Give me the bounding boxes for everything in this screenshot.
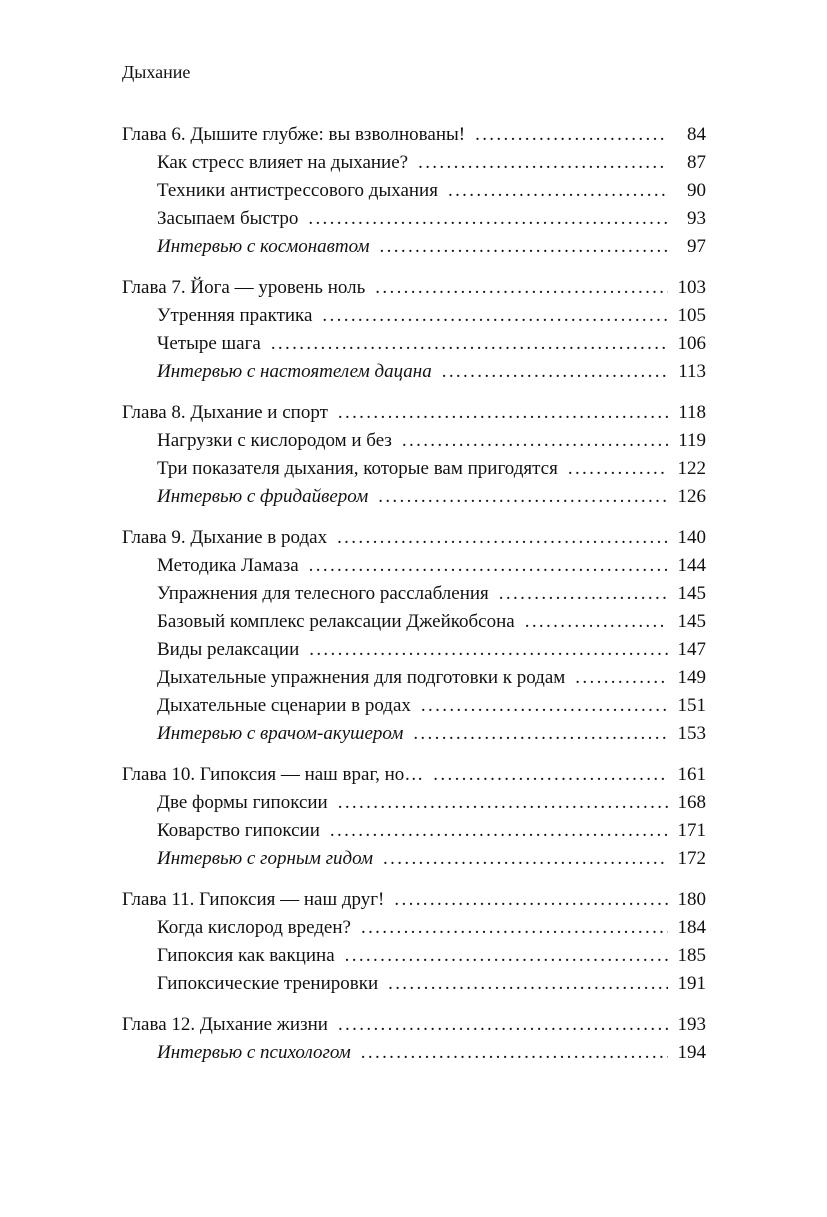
section-entry-title: Четыре шага [157,333,261,354]
dot-leader [375,274,668,302]
section-entry[interactable] [122,358,706,386]
section-entry[interactable] [122,914,706,942]
section-entry[interactable] [122,330,706,358]
dot-leader [338,399,668,427]
dot-leader [394,886,668,914]
dot-leader [345,942,668,970]
section-entry-page-number: 122 [677,458,706,479]
section-entry-title: Как стресс влияет на дыхание? [157,152,409,173]
section-entry[interactable] [122,692,706,720]
dot-leader [418,149,668,177]
chapter-entry-title: Глава 10. Гипоксия — наш враг, но… [122,764,424,785]
section-entry-page-number: 144 [677,555,706,576]
section-entry[interactable] [122,483,706,511]
section-entry-page-number: 172 [677,848,706,869]
dot-leader [388,970,668,998]
section-entry-page-number: 147 [677,639,706,660]
dot-leader [433,761,668,789]
section-entry-page-number: 168 [677,792,706,813]
section-entry-page-number: 90 [687,180,706,201]
dot-leader [309,552,668,580]
chapter-entry-page-number: 140 [677,527,706,548]
section-entry[interactable] [122,302,706,330]
section-entry[interactable] [122,1039,706,1067]
chapter-block [122,121,706,261]
section-entry[interactable] [122,233,706,261]
section-entry-title: Интервью с космонавтом [157,236,370,257]
dot-leader [338,1011,668,1039]
section-entry[interactable] [122,205,706,233]
section-entry-title: Интервью с психологом [157,1042,351,1063]
chapter-block [122,399,706,511]
section-entry-title: Гипоксия как вакцина [157,945,335,966]
section-entry-page-number: 149 [677,667,706,688]
section-entry[interactable] [122,455,706,483]
dot-leader [337,524,668,552]
dot-leader [568,455,668,483]
table-of-contents [122,121,706,1080]
section-entry-page-number: 105 [677,305,706,326]
dot-leader [448,177,668,205]
chapter-block [122,1011,706,1067]
section-entry-title: Упражнения для телесного расслабления [157,583,489,604]
section-entry[interactable] [122,845,706,873]
dot-leader [271,330,668,358]
section-entry-page-number: 106 [677,333,706,354]
section-entry-page-number: 119 [678,430,706,451]
section-entry-page-number: 191 [677,973,706,994]
chapter-entry-page-number: 118 [678,402,706,423]
section-entry-title: Методика Ламаза [157,555,299,576]
section-entry-page-number: 87 [687,152,706,173]
section-entry-title: Засыпаем быстро [157,208,299,229]
section-entry[interactable] [122,177,706,205]
section-entry-title: Интервью с врачом-акушером [157,723,404,744]
section-entry-page-number: 194 [677,1042,706,1063]
section-entry-title: Когда кислород вреден? [157,917,351,938]
section-entry[interactable] [122,817,706,845]
section-entry[interactable] [122,149,706,177]
chapter-block [122,274,706,386]
section-entry-title: Интервью с горным гидом [157,848,374,869]
chapter-entry[interactable] [122,399,706,427]
dot-leader [338,789,668,817]
section-entry-title: Интервью с настоятелем дацана [157,361,432,382]
section-entry-title: Дыхательные упражнения для подготовки к родам [157,667,566,688]
section-entry[interactable] [122,580,706,608]
dot-leader [442,358,668,386]
section-entry[interactable] [122,552,706,580]
section-entry-title: Виды релаксации [157,639,300,660]
section-entry[interactable] [122,970,706,998]
chapter-entry-page-number: 180 [677,889,706,910]
section-entry[interactable] [122,720,706,748]
chapter-entry-page-number: 103 [677,277,706,298]
chapter-entry-title: Глава 6. Дышите глубже: вы взволнованы! [122,124,466,145]
section-entry-page-number: 151 [677,695,706,716]
section-entry-page-number: 93 [687,208,706,229]
chapter-block [122,761,706,873]
chapter-entry[interactable] [122,524,706,552]
dot-leader [402,427,668,455]
dot-leader [378,483,668,511]
dot-leader [475,121,668,149]
chapter-entry[interactable] [122,1011,706,1039]
chapter-entry-page-number: 84 [687,124,706,145]
dot-leader [309,636,668,664]
section-entry[interactable] [122,608,706,636]
section-entry-title: Интервью с фридайвером [157,486,369,507]
section-entry-title: Утренняя практика [157,305,313,326]
chapter-entry[interactable] [122,274,706,302]
chapter-entry-page-number: 193 [677,1014,706,1035]
chapter-entry-title: Глава 12. Дыхание жизни [122,1014,328,1035]
section-entry-title: Дыхательные сценарии в родах [157,695,411,716]
chapter-entry[interactable] [122,121,706,149]
section-entry[interactable] [122,942,706,970]
section-entry-page-number: 184 [677,917,706,938]
chapter-entry-title: Глава 9. Дыхание в родах [122,527,328,548]
chapter-entry[interactable] [122,886,706,914]
section-entry-title: Коварство гипоксии [157,820,320,841]
section-entry-title: Две формы гипоксии [157,792,328,813]
section-entry-page-number: 153 [677,723,706,744]
dot-leader [575,664,668,692]
dot-leader [499,580,668,608]
section-entry[interactable] [122,427,706,455]
dot-leader [361,1039,668,1067]
section-entry-title: Нагрузки с кислородом и без [157,430,392,451]
section-entry-title: Базовый комплекс релаксации Джейкобсона [157,611,515,632]
section-entry[interactable] [122,664,706,692]
section-entry-title: Техники антистрессового дыхания [157,180,438,201]
chapter-entry-title: Глава 11. Гипоксия — наш друг! [122,889,385,910]
chapter-entry-title: Глава 7. Йога — уровень ноль [122,277,366,298]
section-entry-page-number: 113 [678,361,706,382]
dot-leader [308,205,668,233]
chapter-block [122,524,706,748]
section-entry-title: Гипоксические тренировки [157,973,379,994]
dot-leader [322,302,668,330]
dot-leader [380,233,668,261]
section-entry-page-number: 97 [687,236,706,257]
chapter-block [122,886,706,998]
section-entry-page-number: 185 [677,945,706,966]
dot-leader [421,692,668,720]
chapter-entry-title: Глава 8. Дыхание и спорт [122,402,328,423]
section-entry[interactable] [122,636,706,664]
dot-leader [413,720,668,748]
dot-leader [330,817,668,845]
dot-leader [383,845,668,873]
chapter-entry[interactable] [122,761,706,789]
section-entry-page-number: 145 [677,611,706,632]
chapter-entry-page-number: 161 [677,764,706,785]
dot-leader [361,914,668,942]
section-entry-page-number: 145 [677,583,706,604]
dot-leader [525,608,668,636]
section-entry-title: Три показателя дыхания, которые вам пригодятся [157,458,558,479]
running-head: Дыхание [122,62,191,82]
section-entry-page-number: 171 [677,820,706,841]
section-entry[interactable] [122,789,706,817]
section-entry-page-number: 126 [677,486,706,507]
